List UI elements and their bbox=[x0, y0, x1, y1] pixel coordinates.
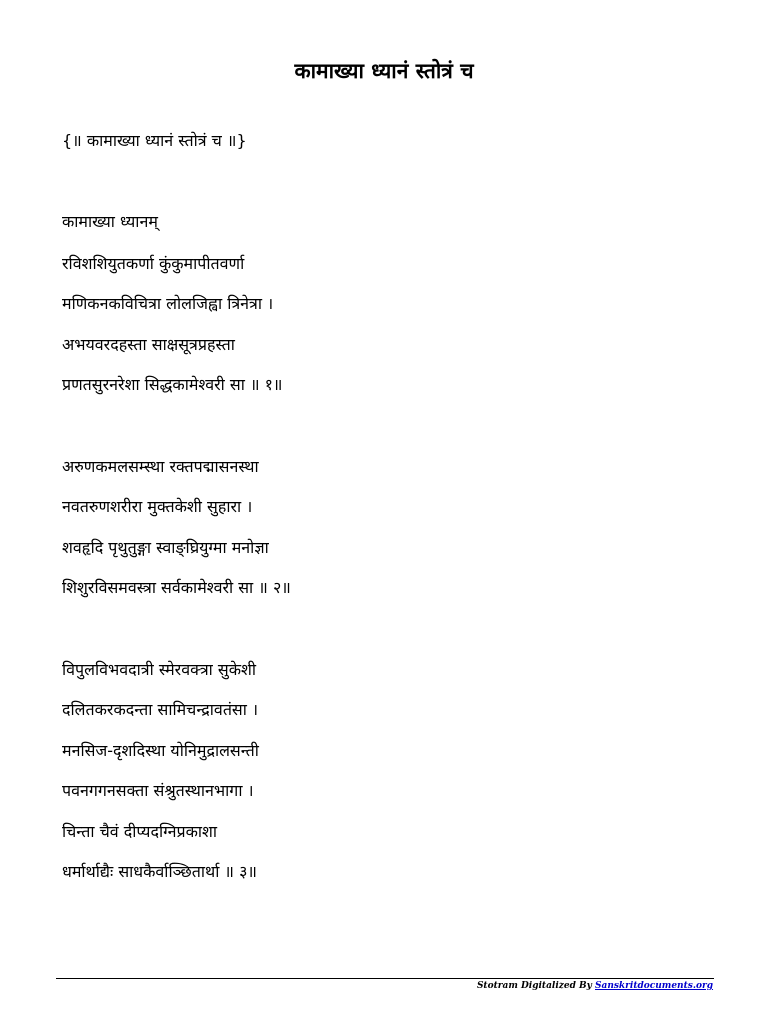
verse-line: अभयवरदहस्ता साक्षसूत्रप्रहस्ता bbox=[62, 335, 235, 354]
verse-line: विपुलविभवदात्री स्मेरवक्त्रा सुकेशी bbox=[62, 660, 257, 679]
header-line: {॥ कामाख्या ध्यानं स्तोत्रं च ॥} bbox=[62, 131, 247, 150]
verse-line: शवहृदि पृथुतुङ्गा स्वाङ्घ्रियुग्मा मनोज्ञा bbox=[62, 538, 269, 557]
verse-line: मनसिज-दृशदिस्था योनिमुद्रालसन्ती bbox=[62, 741, 259, 760]
verse-line: रविशशियुतकर्णा कुंकुमापीतवर्णा bbox=[62, 254, 245, 273]
verse-line: पवनगगनसक्ता संश्रुतस्थानभागा । bbox=[62, 781, 254, 800]
verse-line: दलितकरकदन्ता सामिचन्द्रावतंसा । bbox=[62, 700, 259, 719]
page-title: कामाख्या ध्यानं स्तोत्रं च bbox=[294, 59, 474, 83]
verse-line: अरुणकमलसम्स्था रक्तपद्मासनस्था bbox=[62, 457, 259, 476]
verse-line: मणिकनकविचित्रा लोलजिह्वा त्रिनेत्रा । bbox=[62, 294, 274, 313]
verse-line: चिन्ता चैवं दीप्यदग्निप्रकाशा bbox=[62, 822, 218, 841]
section-heading: कामाख्या ध्यानम् bbox=[62, 212, 158, 231]
verse-line: शिशुरविसमवस्त्रा सर्वकामेश्वरी सा ॥ २॥ bbox=[62, 578, 291, 597]
footer-credit bbox=[477, 979, 713, 993]
sanskritdocuments-link[interactable]: Sanskritdocuments.org bbox=[594, 981, 713, 991]
verse-line: नवतरुणशरीरा मुक्तकेशी सुहारा । bbox=[62, 497, 253, 516]
footer-credit-text: Stotram Digitalized By bbox=[476, 981, 595, 991]
verse-line: प्रणतसुरनरेशा सिद्धकामेश्वरी सा ॥ १॥ bbox=[62, 375, 283, 394]
verse-line: धर्मार्थाद्यैः साधकैर्वाञ्छितार्था ॥ ३॥ bbox=[62, 862, 258, 881]
